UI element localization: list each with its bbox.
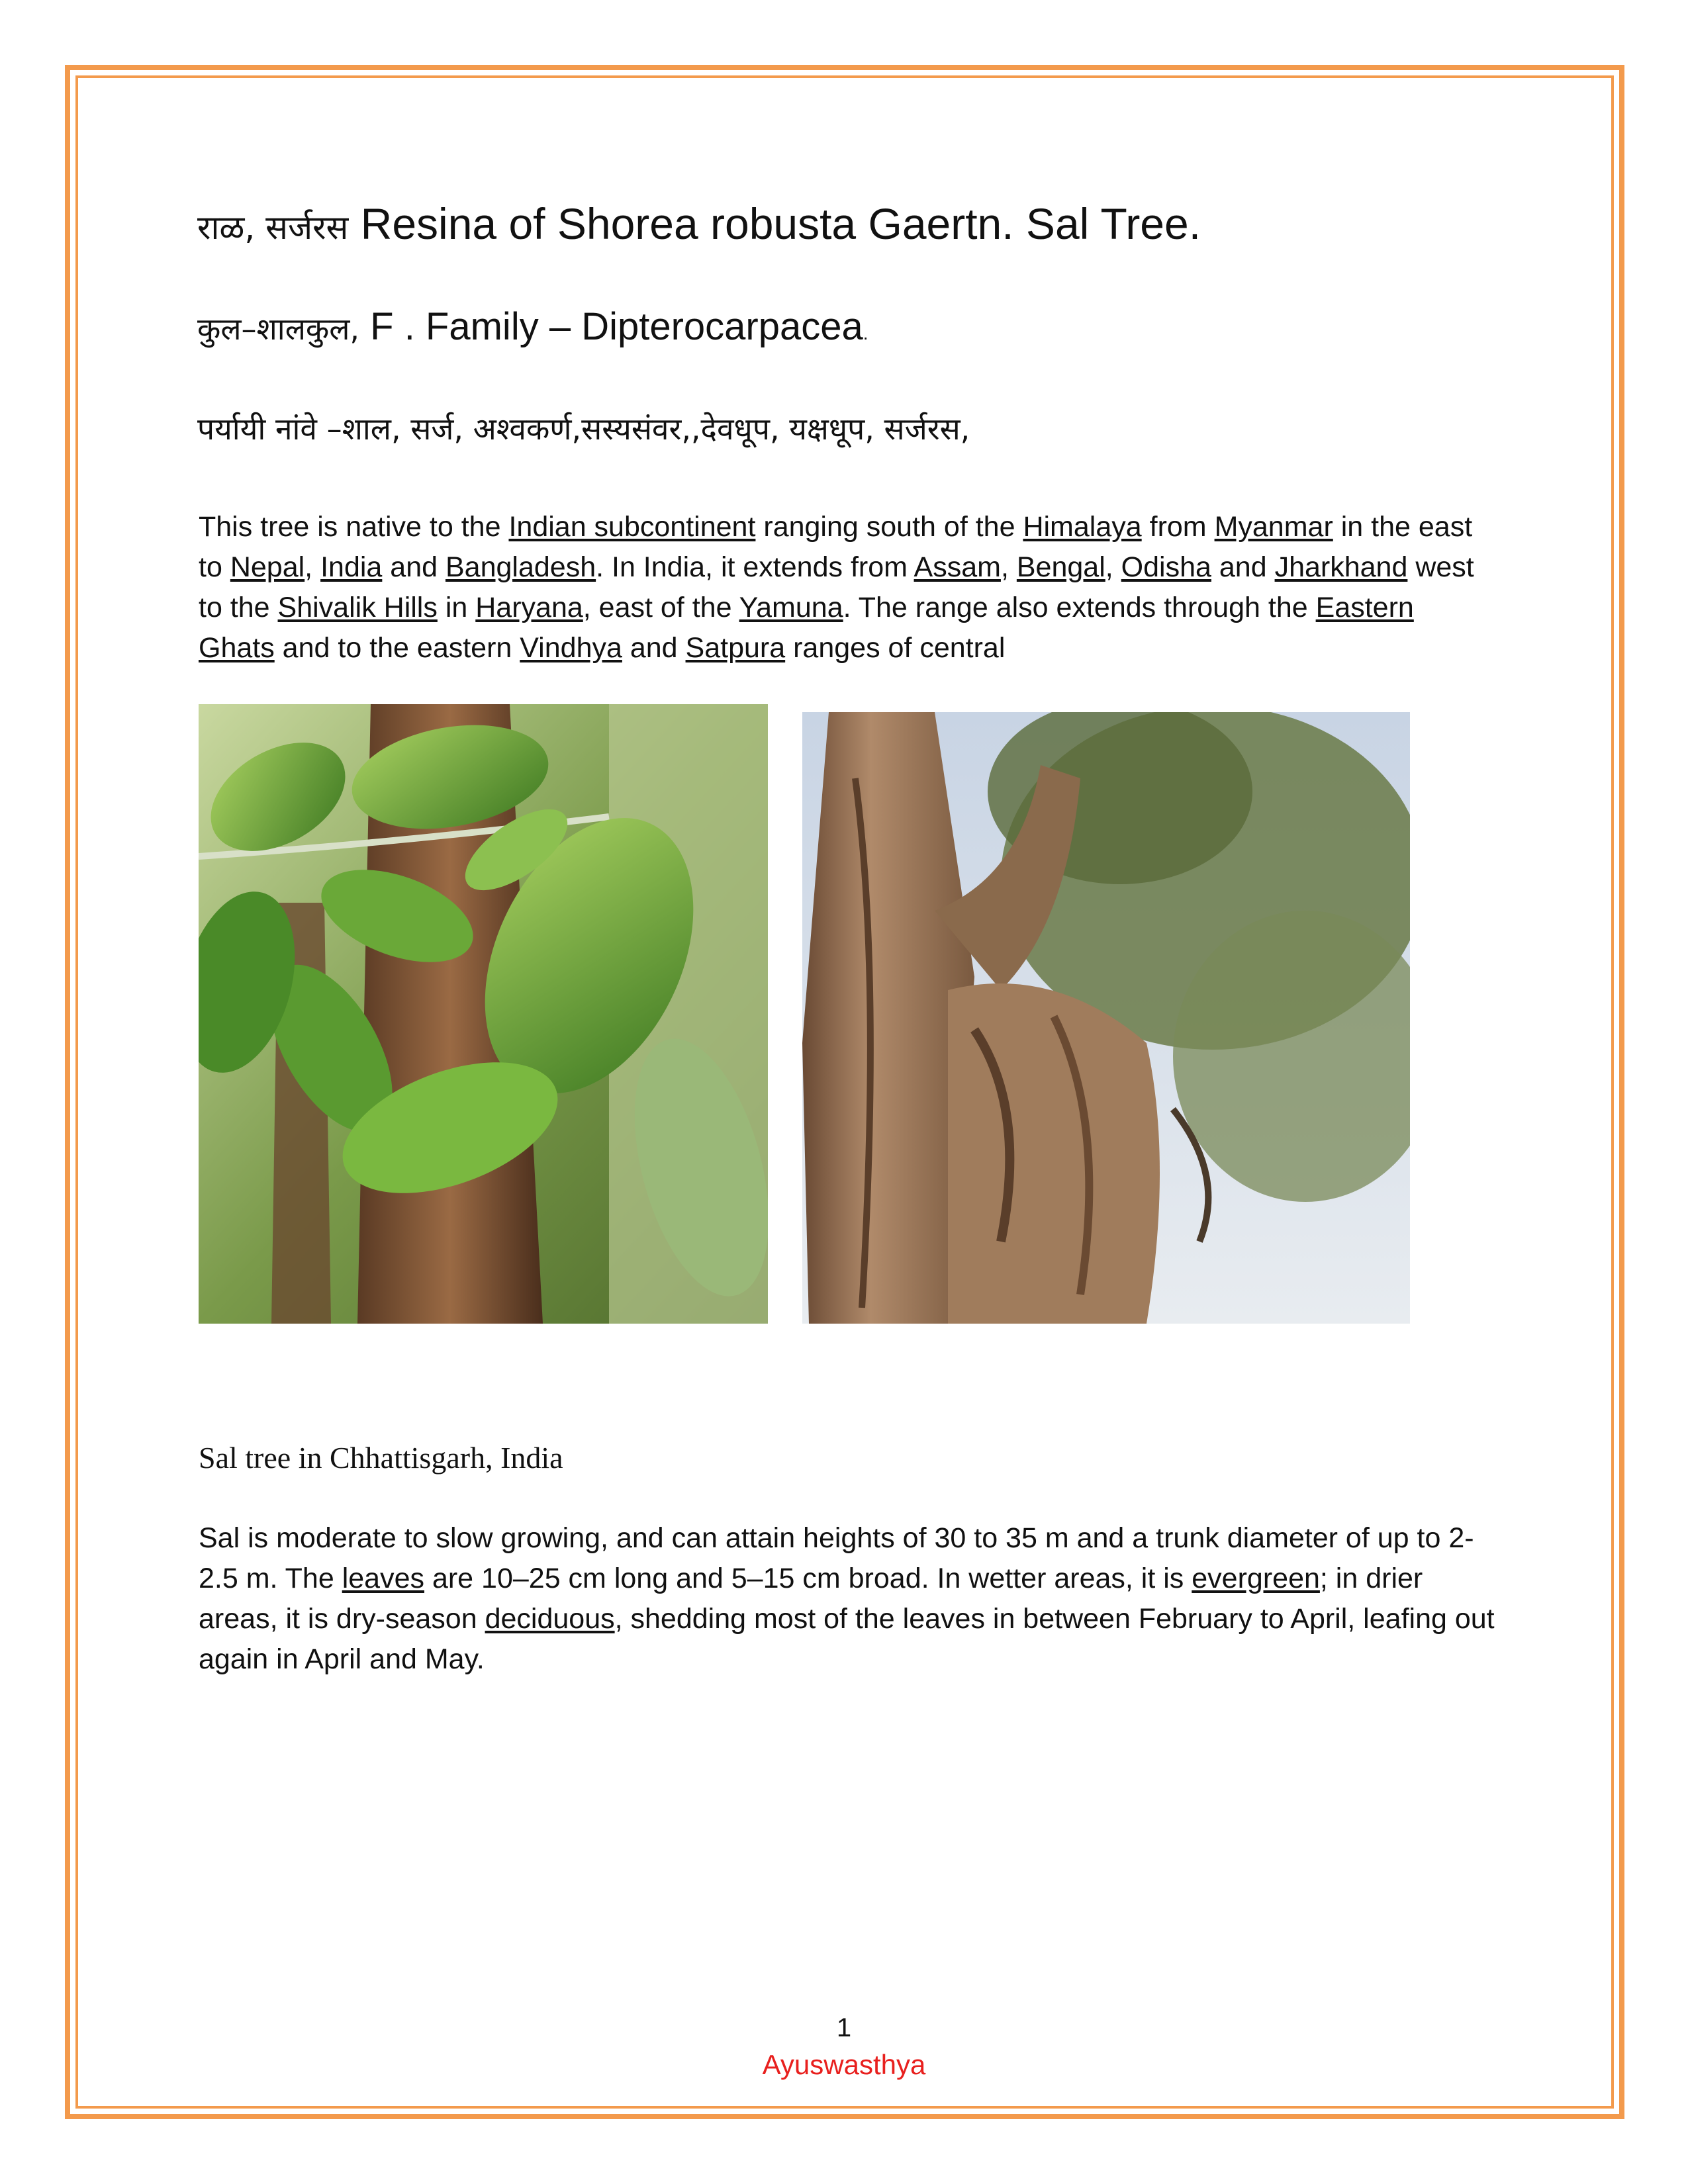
para-text: This tree is native to the <box>199 511 509 543</box>
link-bangladesh[interactable]: Bangladesh <box>445 551 596 583</box>
para-text: . The range also extends through the <box>843 592 1316 623</box>
heading-family-devanagari: कुल–शालकुल, <box>197 311 360 347</box>
link-eastern-ghats[interactable]: Eastern Ghats <box>199 592 1414 664</box>
link-india[interactable]: India <box>320 551 383 583</box>
para-text: , <box>1105 551 1121 583</box>
para-text: , east of the <box>583 592 739 623</box>
para-text: Sal is moderate to slow growing, and can attain heights of 30 to 35 m and a trunk diameter of up to 2-2.5 m. The <box>199 1522 1474 1594</box>
para-text: in <box>437 592 476 623</box>
heading-family-latin: F . Family – Dipterocarpacea <box>359 305 863 348</box>
link-bengal[interactable]: Bengal <box>1016 551 1105 583</box>
link-deciduous[interactable]: deciduous <box>485 1603 615 1635</box>
heading-title <box>197 199 1201 249</box>
link-haryana[interactable]: Haryana <box>475 592 583 623</box>
sal-tree-trunk-photo <box>802 712 1410 1324</box>
heading-family <box>197 304 868 349</box>
paragraph-description <box>199 1518 1496 1680</box>
para-text: and <box>1211 551 1275 583</box>
link-nepal[interactable]: Nepal <box>230 551 305 583</box>
paragraph-distribution <box>199 507 1496 668</box>
para-text: , <box>305 551 321 583</box>
para-text: in the east to <box>199 511 1473 583</box>
para-text: , <box>1000 551 1017 583</box>
heading-title-devanagari: राळ, सर्जरस <box>197 208 349 247</box>
link-yamuna[interactable]: Yamuna <box>739 592 843 623</box>
para-text: and <box>382 551 445 583</box>
para-text: ranges of central <box>785 632 1006 664</box>
link-indian-subcontinent[interactable]: Indian subcontinent <box>508 511 756 543</box>
para-text: . In India, it extends from <box>596 551 914 583</box>
sal-leaves-photo <box>199 704 768 1324</box>
para-text: from <box>1141 511 1215 543</box>
para-text: are 10–25 cm long and 5–15 cm broad. In wetter areas, it is <box>424 1563 1192 1594</box>
link-leaves[interactable]: leaves <box>342 1563 424 1594</box>
para-text: ; in drier areas, it is dry-season <box>199 1563 1423 1635</box>
sal-leaves-image <box>199 704 768 1324</box>
para-text: west to the <box>199 551 1474 623</box>
sal-tree-trunk-image <box>802 712 1410 1324</box>
link-jharkhand[interactable]: Jharkhand <box>1274 551 1408 583</box>
link-assam[interactable]: Assam <box>914 551 1001 583</box>
photo-caption: Sal tree in Chhattisgarh, India <box>199 1441 563 1475</box>
para-text: , shedding most of the leaves in between February to April, leafing out again in April and May. <box>199 1603 1495 1675</box>
link-myanmar[interactable]: Myanmar <box>1214 511 1333 543</box>
link-himalaya[interactable]: Himalaya <box>1023 511 1142 543</box>
link-evergreen[interactable]: evergreen <box>1192 1563 1320 1594</box>
heading-family-dot: . <box>863 323 868 343</box>
para-text: ranging south of the <box>755 511 1023 543</box>
link-shivalik-hills[interactable]: Shivalik Hills <box>277 592 438 623</box>
heading-title-latin: Resina of Shorea robusta Gaertn. Sal Tree. <box>348 199 1201 248</box>
footer-brand: Ayuswasthya <box>762 2049 926 2080</box>
para-text: and to the eastern <box>274 632 520 664</box>
para-text: and <box>622 632 686 664</box>
link-vindhya[interactable]: Vindhya <box>520 632 622 664</box>
link-satpura[interactable]: Satpura <box>685 632 786 664</box>
page-number: 1 <box>836 2013 852 2042</box>
link-odisha[interactable]: Odisha <box>1121 551 1211 583</box>
heading-synonyms: पर्यायी नांवे –शाल, सर्ज, अश्वकर्ण,सस्यसंवर,,देवधूप, यक्षधूप, सर्जरस, <box>197 411 970 447</box>
